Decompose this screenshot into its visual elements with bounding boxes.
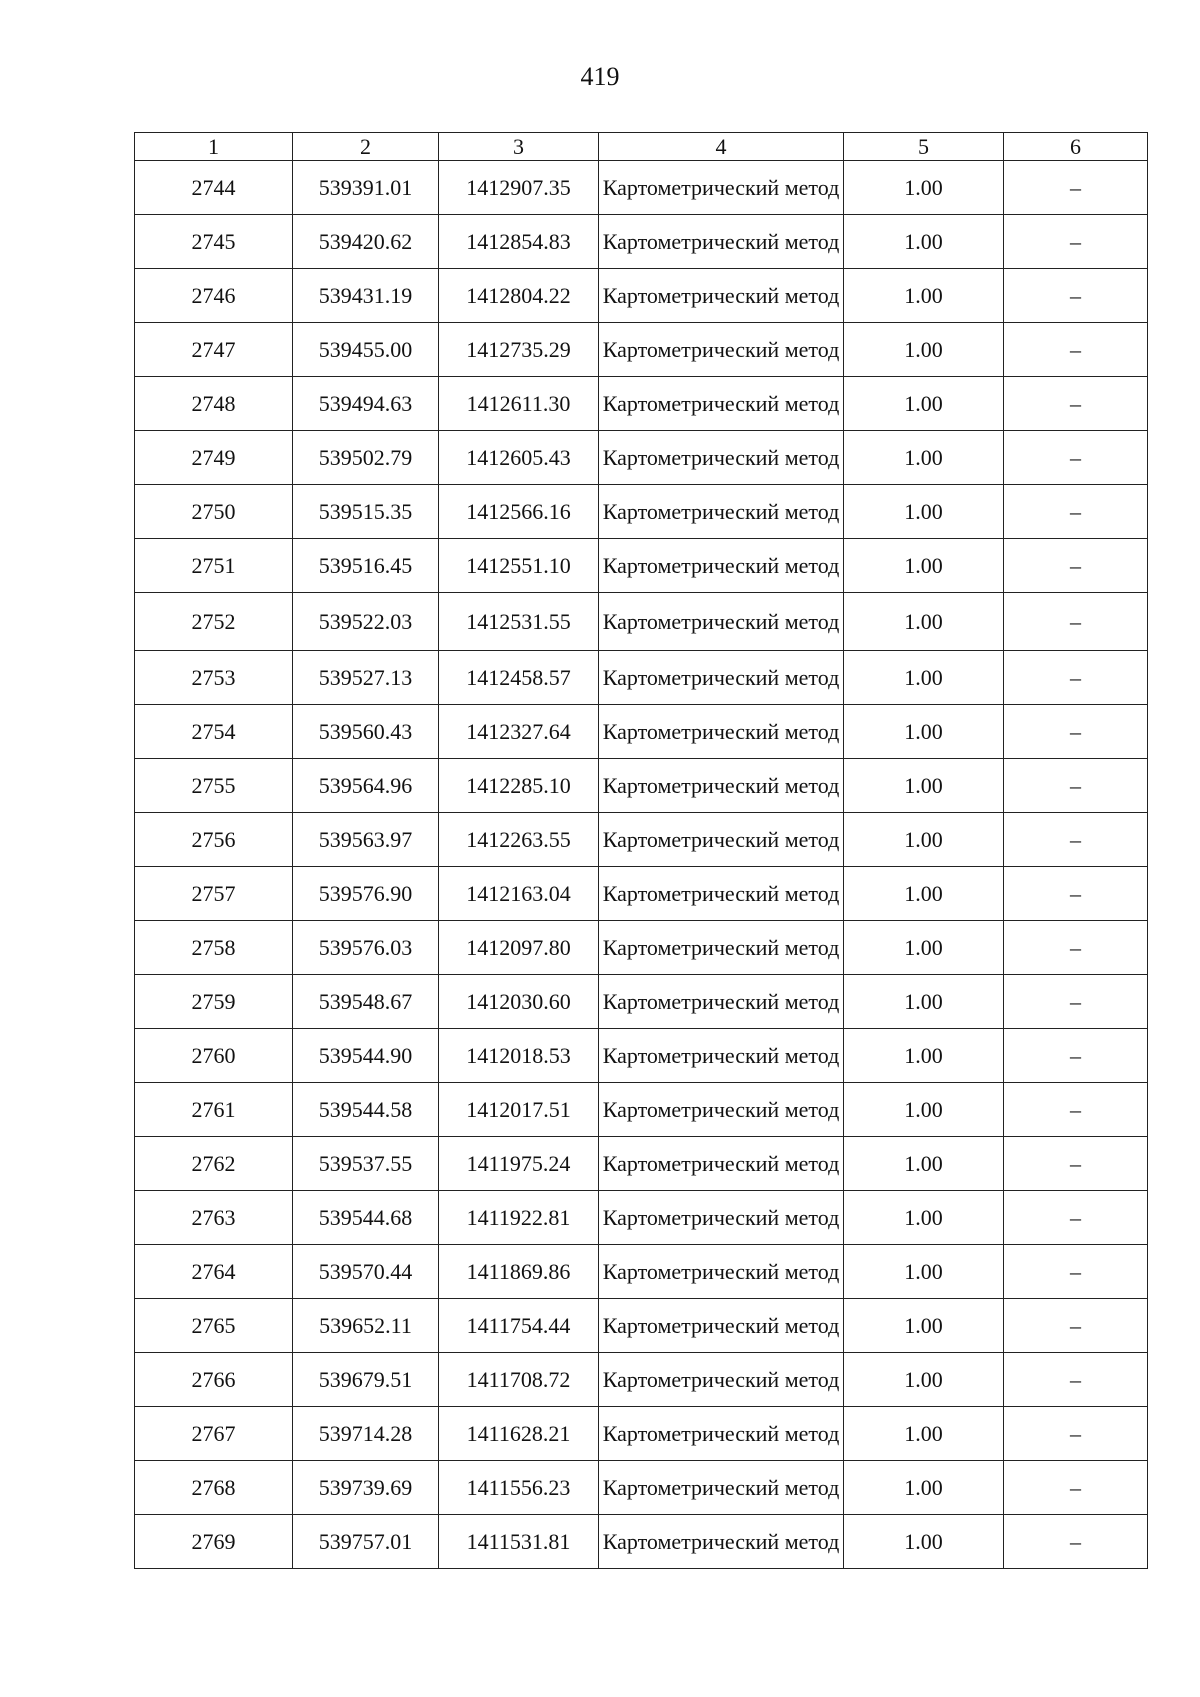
table-row bbox=[135, 921, 1148, 975]
note-cell: – bbox=[1004, 1083, 1148, 1137]
column-header: 4 bbox=[599, 133, 844, 161]
table-body bbox=[135, 161, 1148, 1569]
method-cell: Картометрический метод bbox=[599, 377, 844, 431]
x-coordinate-cell: 539576.03 bbox=[293, 921, 439, 975]
x-coordinate-cell: 539560.43 bbox=[293, 705, 439, 759]
accuracy-cell: 1.00 bbox=[844, 485, 1004, 539]
x-coordinate-cell: 539522.03 bbox=[293, 593, 439, 651]
table-row bbox=[135, 1299, 1148, 1353]
y-coordinate-cell: 1411708.72 bbox=[439, 1353, 599, 1407]
table-row bbox=[135, 215, 1148, 269]
method-cell: Картометрический метод bbox=[599, 1299, 844, 1353]
note-cell: – bbox=[1004, 975, 1148, 1029]
table-row bbox=[135, 539, 1148, 593]
y-coordinate-cell: 1412163.04 bbox=[439, 867, 599, 921]
table-row bbox=[135, 813, 1148, 867]
point-number-cell: 2757 bbox=[135, 867, 293, 921]
x-coordinate-cell: 539455.00 bbox=[293, 323, 439, 377]
point-number-cell: 2746 bbox=[135, 269, 293, 323]
method-cell: Картометрический метод bbox=[599, 867, 844, 921]
accuracy-cell: 1.00 bbox=[844, 269, 1004, 323]
note-cell: – bbox=[1004, 921, 1148, 975]
accuracy-cell: 1.00 bbox=[844, 161, 1004, 215]
method-cell: Картометрический метод bbox=[599, 1029, 844, 1083]
x-coordinate-cell: 539391.01 bbox=[293, 161, 439, 215]
x-coordinate-cell: 539527.13 bbox=[293, 651, 439, 705]
accuracy-cell: 1.00 bbox=[844, 323, 1004, 377]
point-number-cell: 2759 bbox=[135, 975, 293, 1029]
accuracy-cell: 1.00 bbox=[844, 1137, 1004, 1191]
accuracy-cell: 1.00 bbox=[844, 813, 1004, 867]
x-coordinate-cell: 539564.96 bbox=[293, 759, 439, 813]
method-cell: Картометрический метод bbox=[599, 269, 844, 323]
note-cell: – bbox=[1004, 1245, 1148, 1299]
table-row bbox=[135, 1191, 1148, 1245]
table-row bbox=[135, 269, 1148, 323]
note-cell: – bbox=[1004, 377, 1148, 431]
method-cell: Картометрический метод bbox=[599, 1407, 844, 1461]
note-cell: – bbox=[1004, 161, 1148, 215]
note-cell: – bbox=[1004, 813, 1148, 867]
x-coordinate-cell: 539494.63 bbox=[293, 377, 439, 431]
note-cell: – bbox=[1004, 759, 1148, 813]
point-number-cell: 2769 bbox=[135, 1515, 293, 1569]
table-row bbox=[135, 431, 1148, 485]
accuracy-cell: 1.00 bbox=[844, 1299, 1004, 1353]
point-number-cell: 2762 bbox=[135, 1137, 293, 1191]
table-row bbox=[135, 651, 1148, 705]
y-coordinate-cell: 1412018.53 bbox=[439, 1029, 599, 1083]
x-coordinate-cell: 539544.68 bbox=[293, 1191, 439, 1245]
accuracy-cell: 1.00 bbox=[844, 377, 1004, 431]
method-cell: Картометрический метод bbox=[599, 539, 844, 593]
accuracy-cell: 1.00 bbox=[844, 867, 1004, 921]
point-number-cell: 2758 bbox=[135, 921, 293, 975]
note-cell: – bbox=[1004, 215, 1148, 269]
x-coordinate-cell: 539502.79 bbox=[293, 431, 439, 485]
y-coordinate-cell: 1412907.35 bbox=[439, 161, 599, 215]
point-number-cell: 2755 bbox=[135, 759, 293, 813]
point-number-cell: 2752 bbox=[135, 593, 293, 651]
column-header: 3 bbox=[439, 133, 599, 161]
point-number-cell: 2763 bbox=[135, 1191, 293, 1245]
y-coordinate-cell: 1412030.60 bbox=[439, 975, 599, 1029]
point-number-cell: 2761 bbox=[135, 1083, 293, 1137]
method-cell: Картометрический метод bbox=[599, 161, 844, 215]
accuracy-cell: 1.00 bbox=[844, 1083, 1004, 1137]
table-row bbox=[135, 377, 1148, 431]
table-row bbox=[135, 759, 1148, 813]
note-cell: – bbox=[1004, 1191, 1148, 1245]
table-row bbox=[135, 867, 1148, 921]
point-number-cell: 2765 bbox=[135, 1299, 293, 1353]
table-header bbox=[135, 133, 1148, 161]
accuracy-cell: 1.00 bbox=[844, 215, 1004, 269]
method-cell: Картометрический метод bbox=[599, 1245, 844, 1299]
y-coordinate-cell: 1411869.86 bbox=[439, 1245, 599, 1299]
x-coordinate-cell: 539679.51 bbox=[293, 1353, 439, 1407]
accuracy-cell: 1.00 bbox=[844, 1461, 1004, 1515]
note-cell: – bbox=[1004, 269, 1148, 323]
note-cell: – bbox=[1004, 651, 1148, 705]
point-number-cell: 2747 bbox=[135, 323, 293, 377]
point-number-cell: 2754 bbox=[135, 705, 293, 759]
x-coordinate-cell: 539739.69 bbox=[293, 1461, 439, 1515]
y-coordinate-cell: 1411531.81 bbox=[439, 1515, 599, 1569]
point-number-cell: 2766 bbox=[135, 1353, 293, 1407]
table-row bbox=[135, 323, 1148, 377]
y-coordinate-cell: 1412458.57 bbox=[439, 651, 599, 705]
method-cell: Картометрический метод bbox=[599, 215, 844, 269]
method-cell: Картометрический метод bbox=[599, 1137, 844, 1191]
accuracy-cell: 1.00 bbox=[844, 1407, 1004, 1461]
y-coordinate-cell: 1411975.24 bbox=[439, 1137, 599, 1191]
column-header: 2 bbox=[293, 133, 439, 161]
note-cell: – bbox=[1004, 1299, 1148, 1353]
note-cell: – bbox=[1004, 593, 1148, 651]
note-cell: – bbox=[1004, 1515, 1148, 1569]
column-header: 6 bbox=[1004, 133, 1148, 161]
y-coordinate-cell: 1411754.44 bbox=[439, 1299, 599, 1353]
x-coordinate-cell: 539652.11 bbox=[293, 1299, 439, 1353]
y-coordinate-cell: 1411556.23 bbox=[439, 1461, 599, 1515]
table-row bbox=[135, 593, 1148, 651]
y-coordinate-cell: 1412804.22 bbox=[439, 269, 599, 323]
method-cell: Картометрический метод bbox=[599, 1191, 844, 1245]
x-coordinate-cell: 539563.97 bbox=[293, 813, 439, 867]
point-number-cell: 2748 bbox=[135, 377, 293, 431]
table-row bbox=[135, 1245, 1148, 1299]
table-row bbox=[135, 1407, 1148, 1461]
page-number: 419 bbox=[580, 62, 620, 91]
y-coordinate-cell: 1412551.10 bbox=[439, 539, 599, 593]
accuracy-cell: 1.00 bbox=[844, 539, 1004, 593]
accuracy-cell: 1.00 bbox=[844, 1245, 1004, 1299]
accuracy-cell: 1.00 bbox=[844, 651, 1004, 705]
note-cell: – bbox=[1004, 431, 1148, 485]
accuracy-cell: 1.00 bbox=[844, 921, 1004, 975]
y-coordinate-cell: 1412531.55 bbox=[439, 593, 599, 651]
x-coordinate-cell: 539431.19 bbox=[293, 269, 439, 323]
y-coordinate-cell: 1412566.16 bbox=[439, 485, 599, 539]
point-number-cell: 2753 bbox=[135, 651, 293, 705]
accuracy-cell: 1.00 bbox=[844, 759, 1004, 813]
point-number-cell: 2750 bbox=[135, 485, 293, 539]
x-coordinate-cell: 539576.90 bbox=[293, 867, 439, 921]
y-coordinate-cell: 1412285.10 bbox=[439, 759, 599, 813]
y-coordinate-cell: 1411628.21 bbox=[439, 1407, 599, 1461]
accuracy-cell: 1.00 bbox=[844, 1515, 1004, 1569]
method-cell: Картометрический метод bbox=[599, 813, 844, 867]
method-cell: Картометрический метод bbox=[599, 921, 844, 975]
table-row bbox=[135, 705, 1148, 759]
point-number-cell: 2764 bbox=[135, 1245, 293, 1299]
table-row bbox=[135, 1515, 1148, 1569]
point-number-cell: 2749 bbox=[135, 431, 293, 485]
table-row bbox=[135, 161, 1148, 215]
x-coordinate-cell: 539537.55 bbox=[293, 1137, 439, 1191]
note-cell: – bbox=[1004, 485, 1148, 539]
note-cell: – bbox=[1004, 1029, 1148, 1083]
method-cell: Картометрический метод bbox=[599, 1083, 844, 1137]
table-row bbox=[135, 1137, 1148, 1191]
method-cell: Картометрический метод bbox=[599, 323, 844, 377]
note-cell: – bbox=[1004, 1461, 1148, 1515]
table-row bbox=[135, 975, 1148, 1029]
method-cell: Картометрический метод bbox=[599, 975, 844, 1029]
table-row bbox=[135, 485, 1148, 539]
point-number-cell: 2745 bbox=[135, 215, 293, 269]
note-cell: – bbox=[1004, 1137, 1148, 1191]
accuracy-cell: 1.00 bbox=[844, 431, 1004, 485]
point-number-cell: 2744 bbox=[135, 161, 293, 215]
y-coordinate-cell: 1412605.43 bbox=[439, 431, 599, 485]
note-cell: – bbox=[1004, 539, 1148, 593]
table-row bbox=[135, 1353, 1148, 1407]
y-coordinate-cell: 1412017.51 bbox=[439, 1083, 599, 1137]
note-cell: – bbox=[1004, 323, 1148, 377]
accuracy-cell: 1.00 bbox=[844, 975, 1004, 1029]
accuracy-cell: 1.00 bbox=[844, 705, 1004, 759]
method-cell: Картометрический метод bbox=[599, 593, 844, 651]
method-cell: Картометрический метод bbox=[599, 651, 844, 705]
y-coordinate-cell: 1412097.80 bbox=[439, 921, 599, 975]
y-coordinate-cell: 1412735.29 bbox=[439, 323, 599, 377]
x-coordinate-cell: 539544.90 bbox=[293, 1029, 439, 1083]
point-number-cell: 2760 bbox=[135, 1029, 293, 1083]
point-number-cell: 2768 bbox=[135, 1461, 293, 1515]
note-cell: – bbox=[1004, 705, 1148, 759]
y-coordinate-cell: 1412327.64 bbox=[439, 705, 599, 759]
note-cell: – bbox=[1004, 867, 1148, 921]
note-cell: – bbox=[1004, 1407, 1148, 1461]
method-cell: Картометрический метод bbox=[599, 485, 844, 539]
x-coordinate-cell: 539757.01 bbox=[293, 1515, 439, 1569]
x-coordinate-cell: 539420.62 bbox=[293, 215, 439, 269]
x-coordinate-cell: 539570.44 bbox=[293, 1245, 439, 1299]
column-header: 5 bbox=[844, 133, 1004, 161]
point-number-cell: 2756 bbox=[135, 813, 293, 867]
y-coordinate-cell: 1412854.83 bbox=[439, 215, 599, 269]
x-coordinate-cell: 539516.45 bbox=[293, 539, 439, 593]
method-cell: Картометрический метод bbox=[599, 759, 844, 813]
table-row bbox=[135, 1029, 1148, 1083]
x-coordinate-cell: 539548.67 bbox=[293, 975, 439, 1029]
y-coordinate-cell: 1412611.30 bbox=[439, 377, 599, 431]
accuracy-cell: 1.00 bbox=[844, 1191, 1004, 1245]
method-cell: Картометрический метод bbox=[599, 1515, 844, 1569]
column-header: 1 bbox=[135, 133, 293, 161]
table-row bbox=[135, 1083, 1148, 1137]
accuracy-cell: 1.00 bbox=[844, 1353, 1004, 1407]
note-cell: – bbox=[1004, 1353, 1148, 1407]
method-cell: Картометрический метод bbox=[599, 705, 844, 759]
x-coordinate-cell: 539515.35 bbox=[293, 485, 439, 539]
table-row bbox=[135, 1461, 1148, 1515]
method-cell: Картометрический метод bbox=[599, 1353, 844, 1407]
y-coordinate-cell: 1412263.55 bbox=[439, 813, 599, 867]
point-number-cell: 2751 bbox=[135, 539, 293, 593]
x-coordinate-cell: 539714.28 bbox=[293, 1407, 439, 1461]
point-number-cell: 2767 bbox=[135, 1407, 293, 1461]
coordinates-table bbox=[134, 132, 1148, 1569]
x-coordinate-cell: 539544.58 bbox=[293, 1083, 439, 1137]
header-row bbox=[135, 133, 1148, 161]
y-coordinate-cell: 1411922.81 bbox=[439, 1191, 599, 1245]
accuracy-cell: 1.00 bbox=[844, 593, 1004, 651]
method-cell: Картометрический метод bbox=[599, 431, 844, 485]
method-cell: Картометрический метод bbox=[599, 1461, 844, 1515]
accuracy-cell: 1.00 bbox=[844, 1029, 1004, 1083]
